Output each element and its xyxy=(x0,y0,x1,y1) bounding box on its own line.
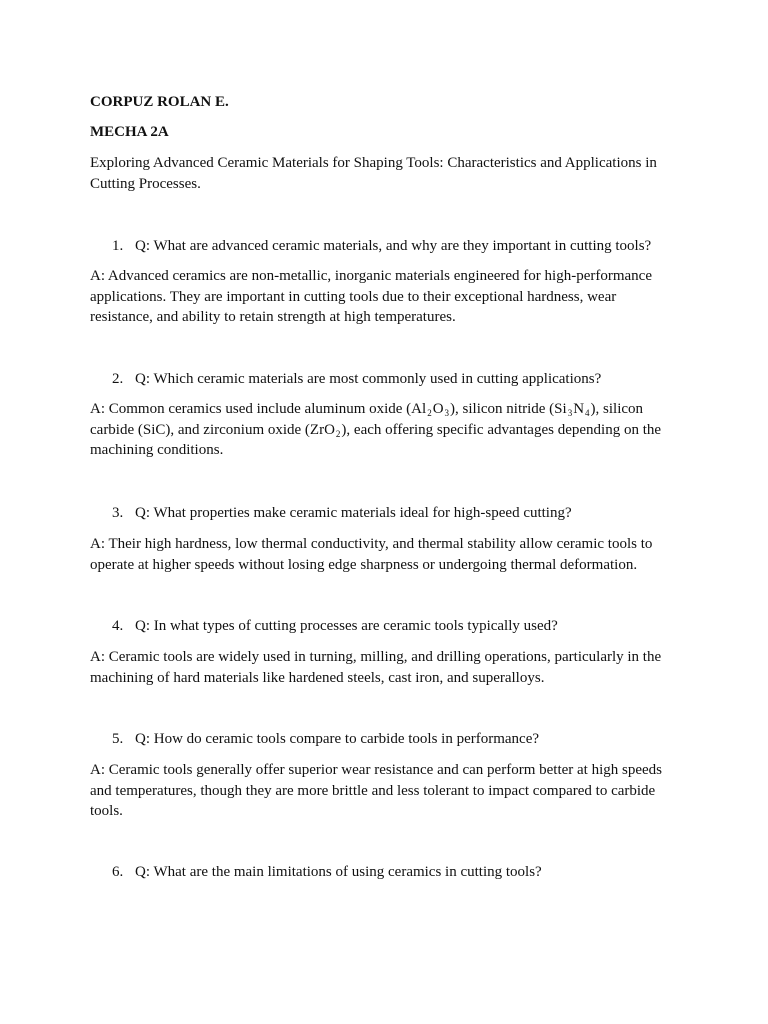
question-text: Q: What are advanced ceramic materials, and why are they important in cutting tools? xyxy=(135,238,652,254)
author-name: CORPUZ ROLAN E. xyxy=(90,94,229,110)
question-item xyxy=(112,616,682,637)
question-number: 3. xyxy=(112,505,124,521)
question-item xyxy=(112,369,682,390)
question-number: 1. xyxy=(112,238,124,254)
answer-text: A: Their high hardness, low thermal conductivity, and thermal stability allow ceramic tools to operate at higher speeds without losing edge sharpness or undergoing thermal deformation. xyxy=(90,536,653,573)
question-text: Q: What are the main limitations of using ceramics in cutting tools? xyxy=(135,864,542,880)
question-item xyxy=(112,236,682,257)
question-item xyxy=(112,729,682,750)
question-text: Q: What properties make ceramic materials ideal for high-speed cutting? xyxy=(135,505,572,521)
answer-text: A: Ceramic tools are widely used in turning, milling, and drilling operations, particularly in the machining of hard materials like hardened steels, cast iron, and superalloys. xyxy=(90,649,662,686)
class-section: MECHA 2A xyxy=(90,124,169,140)
question-number: 5. xyxy=(112,731,124,747)
question-text: Q: How do ceramic tools compare to carbide tools in performance? xyxy=(135,731,540,747)
question-number: 2. xyxy=(112,371,124,387)
question-text: Q: Which ceramic materials are most commonly used in cutting applications? xyxy=(135,371,602,387)
question-number: 6. xyxy=(112,864,124,880)
question-item xyxy=(112,503,682,524)
answer-text: A: Ceramic tools generally offer superior wear resistance and can perform better at high speeds and temperatures, though they are more brittle and less tolerant to impact compared to carbide tools. xyxy=(90,762,662,819)
answer-text: A: Advanced ceramics are non-metallic, inorganic materials engineered for high-performance applications. They are important in cutting tools due to their exceptional hardness, wear resistance, and ability to retain strength at high temperatures. xyxy=(90,268,652,325)
question-number: 4. xyxy=(112,618,124,634)
question-item xyxy=(112,862,682,883)
question-text: Q: In what types of cutting processes are ceramic tools typically used? xyxy=(135,618,558,634)
document-title: Exploring Advanced Ceramic Materials for Shaping Tools: Characteristics and Applications in Cutting Processes. xyxy=(90,155,657,192)
answer-text: A: Common ceramics used include aluminum oxide $(Al_2O_3)$, silicon nitride $(Si_3N_4)$, silicon carbide (SiC), and zirconium oxide (ZrO$_2$), each offering specific advantages depending on the machining conditions. xyxy=(90,401,662,458)
